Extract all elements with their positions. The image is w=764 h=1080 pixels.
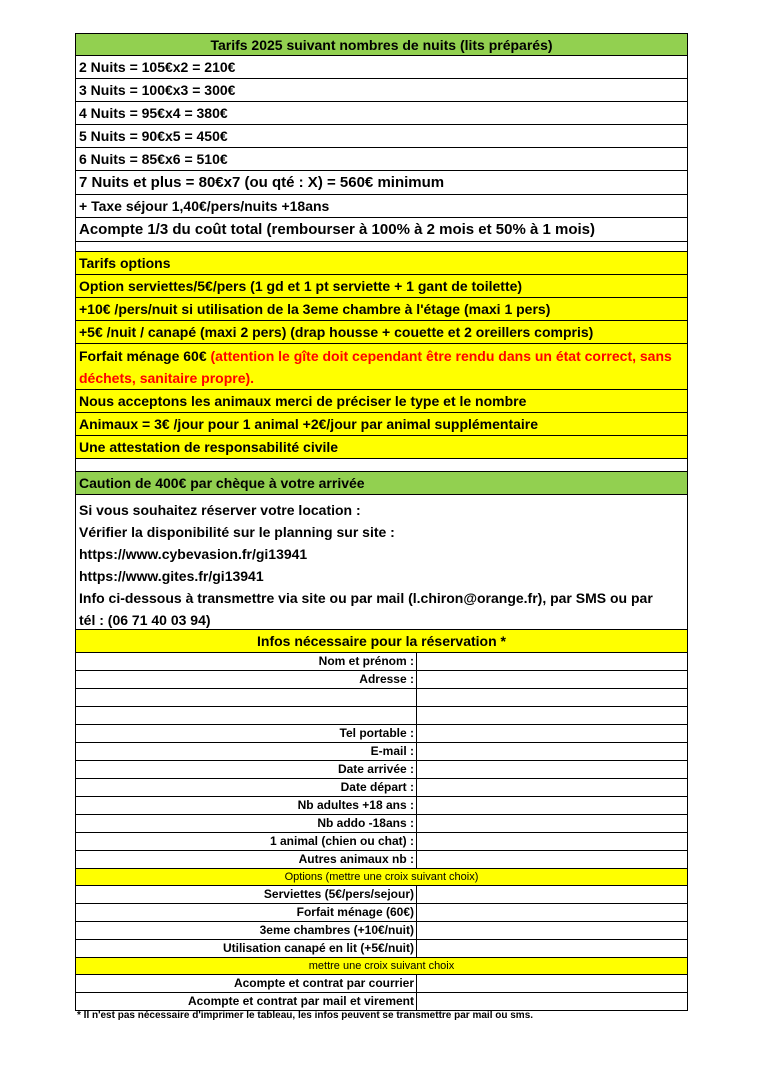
- tarif-line: 2 Nuits = 105€x2 = 210€: [75, 56, 688, 79]
- form-value-cell[interactable]: [417, 671, 687, 688]
- footnote: * Il n'est pas nécessaire d'imprimer le tableau, les infos peuvent se transmettre par mail ou sms.: [77, 1010, 534, 1021]
- form-label: [76, 689, 417, 706]
- gites-link[interactable]: https://www.gites.fr/gi13941: [79, 568, 264, 584]
- form-row-virement: [75, 993, 688, 1011]
- form-checkbox-cell[interactable]: [417, 922, 687, 939]
- form-label: 3eme chambres (+10€/nuit): [76, 922, 417, 939]
- spacer-row: [75, 459, 688, 472]
- form-row-arrivee: [75, 761, 688, 779]
- form-row-serviettes: [75, 886, 688, 904]
- form-label: Nom et prénom :: [76, 653, 417, 670]
- tarif-line: Acompte 1/3 du coût total (rembourser à 100% à 2 mois et 50% à 1 mois): [75, 218, 688, 242]
- tarif-line: 3 Nuits = 100€x3 = 300€: [75, 79, 688, 102]
- form-value-cell[interactable]: [417, 743, 687, 760]
- tarif-line: + Taxe séjour 1,40€/pers/nuits +18ans: [75, 195, 688, 218]
- form-row-animal: [75, 833, 688, 851]
- menage-label: Forfait ménage 60€: [79, 348, 207, 364]
- form-label: Date arrivée :: [76, 761, 417, 778]
- option-chambre: +10€ /pers/nuit si utilisation de la 3eme chambre à l'étage (maxi 1 pers): [75, 298, 688, 321]
- option-canape: +5€ /nuit / canapé (maxi 2 pers) (drap housse + couette et 2 oreillers compris): [75, 321, 688, 344]
- tarif-line: 6 Nuits = 85€x6 = 510€: [75, 148, 688, 171]
- form-row-adresse: [75, 671, 688, 689]
- choice-band: mettre une croix suivant choix: [75, 958, 688, 975]
- option-serviettes: Option serviettes/5€/pers (1 gd et 1 pt serviette + 1 gant de toilette): [75, 275, 688, 298]
- form-value-cell[interactable]: [417, 761, 687, 778]
- form-value-cell[interactable]: [417, 815, 687, 832]
- form-value-cell[interactable]: [417, 851, 687, 868]
- form-label: Date départ :: [76, 779, 417, 796]
- form-row-adultes: [75, 797, 688, 815]
- contact-line: Info ci-dessous à transmettre via site ou par mail (l.chiron@orange.fr), par SMS ou par: [79, 590, 653, 606]
- form-label: Serviettes (5€/pers/sejour): [76, 886, 417, 903]
- form-label: Acompte et contrat par mail et virement: [76, 993, 417, 1010]
- form-row-adresse-3: [75, 707, 688, 725]
- form-checkbox-cell[interactable]: [417, 904, 687, 921]
- contact-line: Si vous souhaitez réserver votre location :: [79, 502, 361, 518]
- options-header: Tarifs options: [75, 252, 688, 275]
- contact-line: tél : (06 71 40 03 94): [79, 612, 211, 628]
- caution-row: Caution de 400€ par chèque à votre arrivée: [75, 472, 688, 495]
- tarif-line: 5 Nuits = 90€x5 = 450€: [75, 125, 688, 148]
- contact-line: Vérifier la disponibilité sur le planning sur site :: [79, 524, 395, 540]
- form-row-nom: [75, 653, 688, 671]
- spacer-row: [75, 242, 688, 252]
- form-value-cell[interactable]: [417, 653, 687, 670]
- form-row-autres-animaux: [75, 851, 688, 869]
- form-value-cell[interactable]: [417, 833, 687, 850]
- option-attestation: Une attestation de responsabilité civile: [75, 436, 688, 459]
- menage-warning: (attention le gîte doit cependant être rendu dans un état correct, sans déchets, sanitaire propre).: [79, 348, 672, 386]
- form-label: Forfait ménage (60€): [76, 904, 417, 921]
- form-value-cell[interactable]: [417, 779, 687, 796]
- form-row-ados: [75, 815, 688, 833]
- form-label: Nb adultes +18 ans :: [76, 797, 417, 814]
- form-row-adresse-2: [75, 689, 688, 707]
- tarifs-header: Tarifs 2025 suivant nombres de nuits (lits préparés): [75, 33, 688, 56]
- option-menage: [75, 344, 688, 390]
- form-label: Utilisation canapé en lit (+5€/nuit): [76, 940, 417, 957]
- form-header: Infos nécessaire pour la réservation *: [75, 630, 688, 653]
- tarif-line: 7 Nuits et plus = 80€x7 (ou qté : X) = 560€ minimum: [75, 171, 688, 195]
- form-value-cell[interactable]: [417, 725, 687, 742]
- form-checkbox-cell[interactable]: [417, 993, 687, 1010]
- form-value-cell[interactable]: [417, 797, 687, 814]
- form-checkbox-cell[interactable]: [417, 886, 687, 903]
- form-row-tel: [75, 725, 688, 743]
- form-label: E-mail :: [76, 743, 417, 760]
- form-checkbox-cell[interactable]: [417, 975, 687, 992]
- form-checkbox-cell[interactable]: [417, 940, 687, 957]
- form-row-email: [75, 743, 688, 761]
- form-row-menage: [75, 904, 688, 922]
- form-label: Acompte et contrat par courrier: [76, 975, 417, 992]
- form-label: 1 animal (chien ou chat) :: [76, 833, 417, 850]
- form-value-cell[interactable]: [417, 689, 687, 706]
- cybevasion-link[interactable]: https://www.cybevasion.fr/gi13941: [79, 546, 308, 562]
- form-row-depart: [75, 779, 688, 797]
- form-value-cell[interactable]: [417, 707, 687, 724]
- tarifs-sheet: [75, 33, 688, 1011]
- form-label: [76, 707, 417, 724]
- form-label: Tel portable :: [76, 725, 417, 742]
- options-band: Options (mettre une croix suivant choix): [75, 869, 688, 886]
- tarif-line: 4 Nuits = 95€x4 = 380€: [75, 102, 688, 125]
- option-animaux-intro: Nous acceptons les animaux merci de préciser le type et le nombre: [75, 390, 688, 413]
- form-row-courrier: [75, 975, 688, 993]
- form-row-chambre: [75, 922, 688, 940]
- form-row-canape: [75, 940, 688, 958]
- form-label: Autres animaux nb :: [76, 851, 417, 868]
- form-label: Nb addo -18ans :: [76, 815, 417, 832]
- contact-block: [75, 495, 688, 630]
- option-animaux-tarif: Animaux = 3€ /jour pour 1 animal +2€/jour par animal supplémentaire: [75, 413, 688, 436]
- form-label: Adresse :: [76, 671, 417, 688]
